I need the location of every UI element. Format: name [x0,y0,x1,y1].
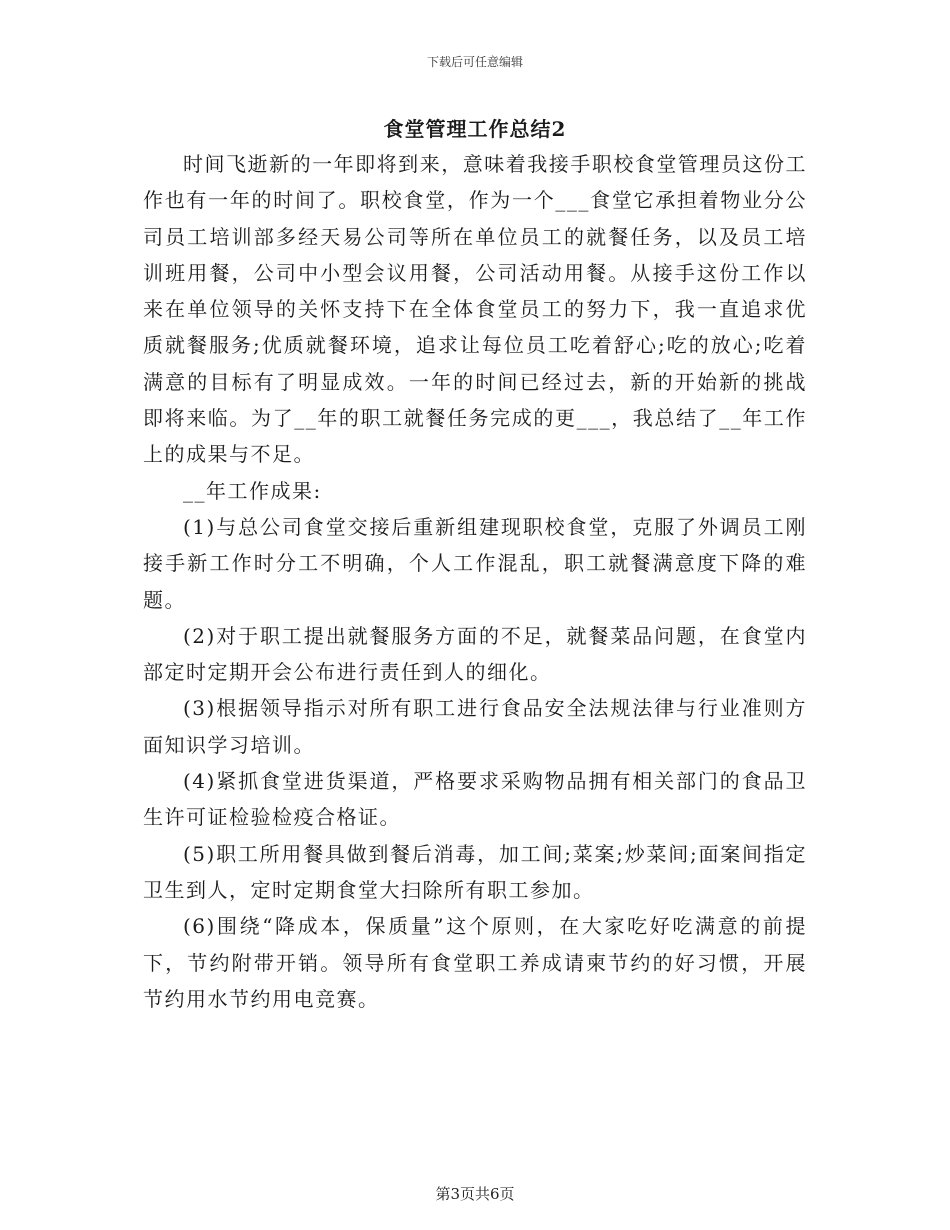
section-heading-achievements: __年工作成果: [183,478,322,503]
achievement-item-4: (4)紧抓食堂进货渠道，严格要求采购物品拥有相关部门的食品卫生许可证检验检疫合格证。 [143,769,807,830]
achievement-item-6: (6)围绕“降成本，保质量”这个原则，在大家吃好吃满意的前提下，节约附带开销。领导所有食堂职工养成请柬节约的好习惯，开展节约用水节约用电竞赛。 [143,914,807,1011]
achievement-item-3: (3)根据领导指示对所有职工进行食品安全法规法律与行业准则方面知识学习培训。 [143,696,807,757]
document-body [143,146,807,1017]
achievement-item-2: (2)对于职工提出就餐服务方面的不足，就餐菜品问题，在食堂内部定时定期开会公布进行责任到人的细化。 [143,623,807,685]
achievement-item-5: (5)职工所用餐具做到餐后消毒，加工间;菜案;炒菜间;面案间指定卫生到人，定时定期食堂大扫除所有职工参加。 [143,841,807,902]
page-number: 第3页共6页 [435,1185,515,1203]
document-title: 食堂管理工作总结2 [383,117,567,141]
page-header-note: 下载后可任意编辑 [426,55,523,69]
achievement-item-1: (1)与总公司食堂交接后重新组建现职校食堂，克服了外调员工刚接手新工作时分工不明确，个人工作混乱，职工就餐满意度下降的难题。 [143,514,807,612]
intro-paragraph: 时间飞逝新的一年即将到来，意味着我接手职校食堂管理员这份工作也有一年的时间了。职校食堂，作为一个___食堂它承担着物业分公司员工培训部多经天易公司等所在单位员工的就餐任务，以及员工培训班用餐，公司中小型会议用餐，公司活动用餐。从接手这份工作以来在单位领导的关怀支持下在全体食堂员工的努力下，我一直追求优质就餐服务;优质就餐环境，追求让每位员工吃着舒心;吃的放心;吃着满意的目标有了明显成效。一年的时间已经过去，新的开始新的挑战即将来临。为了__年的职工就餐任务完成的更___，我总结了__年工作上的成果与不足。 [143,152,807,467]
